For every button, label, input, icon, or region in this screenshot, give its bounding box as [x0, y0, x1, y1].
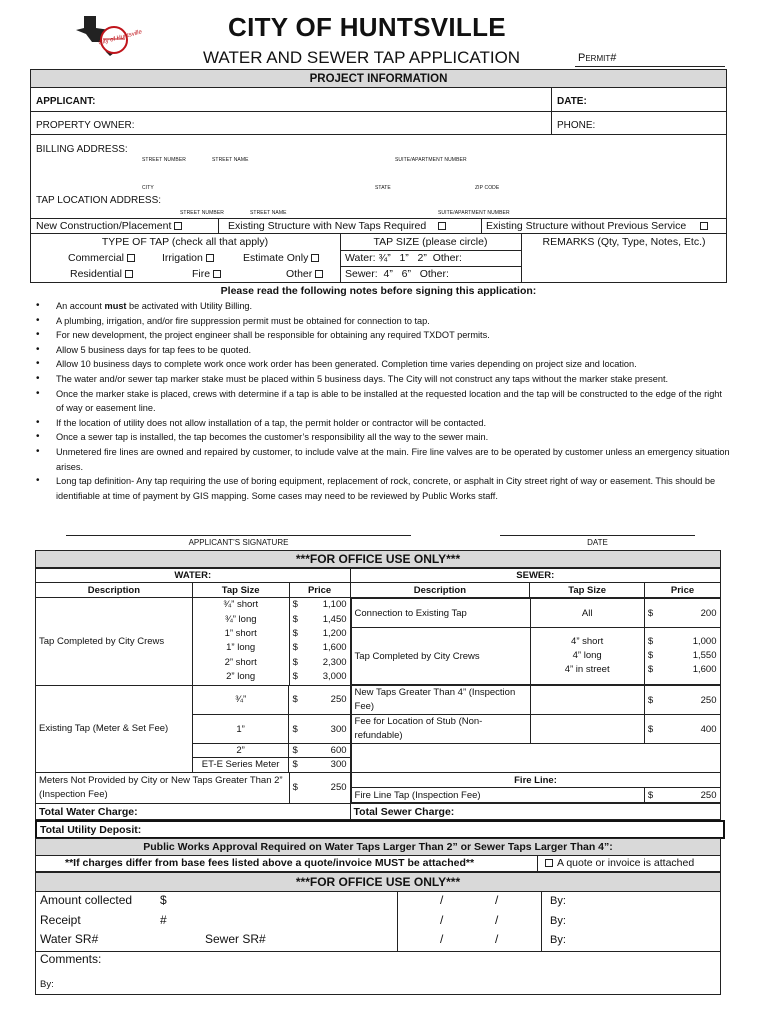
sewer-price-header: Price: [645, 583, 721, 598]
existing-size: 2”: [193, 744, 289, 758]
water-tap-completed: Tap Completed by City Crews: [36, 598, 193, 686]
date-slash: /: [440, 932, 444, 946]
approval-required: Public Works Approval Required on Water Taps Larger Than 2” or Sewer Taps Larger Than 4”:: [35, 838, 721, 856]
date-slash: /: [495, 932, 499, 946]
fire-line-price: $ 250: [644, 788, 720, 803]
note-item: • Allow 5 business days for tap fees to be quoted.: [56, 343, 732, 358]
existing-no-service-checkbox[interactable]: [700, 222, 708, 230]
by-field[interactable]: By:: [550, 915, 566, 927]
tap-location-label: TAP LOCATION ADDRESS:: [36, 195, 162, 206]
note-item: • Unmetered fire lines are owned and repaired by customer, to include valve at the main. Fire line valves are to be operated by customer unless an emergency situation arises.: [56, 445, 732, 474]
water-size-header: Tap Size: [192, 583, 289, 598]
receipt-label: Receipt: [40, 913, 81, 927]
sewer-tap-completed: Tap Completed by City Crews: [351, 628, 530, 685]
water-sr[interactable]: Water SR#: [40, 932, 99, 946]
water-price-header: Price: [289, 583, 350, 598]
water-desc-header: Description: [36, 583, 193, 598]
estimate-only-option[interactable]: Estimate Only: [243, 252, 319, 264]
other-option[interactable]: Other: [286, 268, 323, 280]
sewer-connection-size: All: [530, 599, 644, 628]
note-item: • If the location of utility does not allow installation of a tap, the permit holder or contractor will be contacted.: [56, 416, 732, 431]
existing-price: $ 300: [289, 715, 350, 744]
office-use-header-2: ***FOR OFFICE USE ONLY***: [35, 872, 721, 892]
sewer-desc-header: Description: [350, 583, 530, 598]
office-use-box-2: [35, 891, 721, 995]
by-field[interactable]: By:: [550, 895, 566, 907]
estimate-only-checkbox[interactable]: [311, 254, 319, 262]
fire-option[interactable]: Fire: [192, 268, 221, 280]
owner-label: PROPERTY OWNER:: [36, 120, 135, 131]
sewer-sr[interactable]: Sewer SR#: [205, 932, 266, 946]
sewer-sizes[interactable]: Sewer: 4” 6” Other:: [345, 268, 449, 280]
project-info-header: PROJECT INFORMATION: [30, 69, 727, 88]
existing-new-taps-option[interactable]: Existing Structure with New Taps Required: [228, 220, 446, 232]
billing-state: STATE: [375, 185, 391, 191]
meters-price: $ 250: [289, 772, 350, 804]
fee-table: [35, 568, 721, 820]
commercial-checkbox[interactable]: [127, 254, 135, 262]
water-header: WATER:: [36, 569, 351, 583]
existing-no-service-option[interactable]: Existing Structure without Previous Service: [486, 220, 708, 232]
new-construction-option[interactable]: New Construction/Placement: [36, 220, 182, 232]
note-item: • Allow 10 business days to complete work once work order has been generated. Completion time varies depending on project size and location.: [56, 357, 732, 372]
date-slash: /: [440, 893, 444, 907]
note-item: • An account must be activated with Utility Billing.: [56, 299, 732, 314]
date-slash: /: [495, 913, 499, 927]
new-taps-price: $ 250: [644, 686, 720, 715]
water-sizes[interactable]: Water: ¾” 1” 2” Other:: [345, 252, 462, 264]
billing-suite: SUITE/APARTMENT NUMBER: [395, 157, 467, 163]
new-taps-greater: New Taps Greater Than 4” (Inspection Fee): [351, 686, 530, 715]
note-item: • For new development, the project engineer shall be responsible for obtaining any required TXDOT permits.: [56, 328, 732, 343]
notes-heading: Please read the following notes before signing this application:: [220, 285, 537, 297]
tap-street-number: STREET NUMBER: [180, 210, 224, 216]
stub-fee: Fee for Location of Stub (Non-refundable): [351, 715, 530, 744]
permit-line: [575, 66, 725, 67]
charges-differ: **If charges differ from base fees listed above a quote/invoice MUST be attached**: [65, 857, 475, 869]
meters-not-provided: Meters Not Provided by City or New Taps Greater Than 2” (Inspection Fee): [36, 772, 290, 804]
signature-date-label: DATE: [587, 538, 608, 547]
page-subtitle: WATER AND SEWER TAP APPLICATION: [203, 48, 521, 67]
amount-dollar[interactable]: $: [160, 893, 167, 907]
note-item: • A plumbing, irrigation, and/or fire suppression permit must be obtained for connection to tap.: [56, 314, 732, 329]
logo-text: City of Huntsville: [97, 29, 143, 47]
amount-collected: Amount collected: [40, 893, 133, 907]
quote-attached-option[interactable]: A quote or invoice is attached: [545, 857, 694, 869]
applicant-label: APPLICANT:: [36, 96, 96, 107]
total-water-charge[interactable]: Total Water Charge:: [36, 804, 351, 820]
residential-checkbox[interactable]: [125, 270, 133, 278]
irrigation-option[interactable]: Irrigation: [162, 252, 214, 264]
notes-list: [32, 299, 732, 503]
permit-label: Permit#: [578, 52, 617, 64]
billing-label: BILLING ADDRESS:: [36, 144, 128, 155]
residential-option[interactable]: Residential: [70, 268, 133, 280]
sewer-header: SEWER:: [350, 569, 720, 583]
billing-zip: ZIP CODE: [475, 185, 500, 191]
new-construction-checkbox[interactable]: [174, 222, 182, 230]
existing-price: $ 250: [289, 686, 350, 715]
by-bottom[interactable]: By:: [40, 979, 54, 990]
existing-tap: Existing Tap (Meter & Set Fee): [36, 685, 193, 772]
sewer-size-header: Tap Size: [530, 583, 645, 598]
existing-size: ¾”: [193, 686, 289, 715]
note-item: • Once the marker stake is placed, crews with determine if a tap is able to be installed at the requested location and the tap will be constructed to the edge of the right of way or easement line.: [56, 387, 732, 416]
existing-size: ET-E Series Meter: [193, 758, 289, 772]
fire-checkbox[interactable]: [213, 270, 221, 278]
fire-line-header: Fire Line:: [351, 773, 720, 788]
total-sewer-charge[interactable]: Total Sewer Charge:: [350, 804, 720, 820]
signature-date-line[interactable]: [500, 535, 695, 536]
by-field[interactable]: By:: [550, 934, 566, 946]
sewer-completed-prices: $ 1,000 $ 1,550 $ 1,600: [644, 628, 720, 685]
existing-price: $ 600: [289, 744, 350, 758]
existing-new-taps-checkbox[interactable]: [438, 222, 446, 230]
other-checkbox[interactable]: [315, 270, 323, 278]
office-use-header: ***FOR OFFICE USE ONLY***: [35, 550, 721, 568]
existing-size: 1”: [193, 715, 289, 744]
date-slash: /: [440, 913, 444, 927]
note-item: • The water and/or sewer tap marker stake must be placed within 5 business days. The City will not construct any taps without the marker stake present.: [56, 372, 732, 387]
billing-street-number: STREET NUMBER: [142, 157, 186, 163]
remarks-header: REMARKS (Qty, Type, Notes, Etc.): [542, 236, 706, 248]
billing-street-name: STREET NAME: [212, 157, 249, 163]
quote-attached-checkbox[interactable]: [545, 859, 553, 867]
note-item: • Long tap definition- Any tap requiring the use of boring equipment, replacement of rock, concrete, or asphalt in City street right of way or easement. This should be identifiable at time of payment by GIS mapping. Some cases may need to be reviewed by Public Works staff.: [56, 474, 732, 503]
sewer-connection-existing: Connection to Existing Tap: [351, 599, 530, 628]
water-completed-prices: $ 1,100 $ 1,450 $ 1,200 $ 1,600 $ 2,300 $ 3,000: [289, 598, 350, 686]
fire-line-tap: Fire Line Tap (Inspection Fee): [351, 788, 644, 803]
phone-label: PHONE:: [557, 120, 596, 131]
comments-label[interactable]: Comments:: [40, 952, 102, 966]
page-title: CITY OF HUNTSVILLE: [228, 12, 506, 42]
signature-label: APPLICANT’S SIGNATURE: [188, 538, 289, 547]
receipt-hash[interactable]: #: [160, 913, 167, 927]
size-header: TAP SIZE (please circle): [373, 236, 488, 248]
sewer-connection-price: $ 200: [644, 599, 720, 628]
water-completed-sizes: ¾” short ¾” long 1” short 1” long 2” short 2” long: [192, 598, 289, 686]
existing-price: $ 300: [289, 758, 350, 772]
type-header: TYPE OF TAP (check all that apply): [101, 236, 269, 248]
irrigation-checkbox[interactable]: [206, 254, 214, 262]
tap-street-name: STREET NAME: [250, 210, 287, 216]
total-deposit[interactable]: Total Utility Deposit:: [35, 820, 725, 839]
date-slash: /: [495, 893, 499, 907]
stub-price: $ 400: [644, 715, 720, 744]
date-label: DATE:: [557, 96, 587, 107]
city-logo: [70, 12, 143, 60]
sewer-completed-sizes: 4” short 4” long 4” in street: [530, 628, 644, 685]
note-item: • Once a sewer tap is installed, the tap becomes the customer’s responsibility all the way to the sewer main.: [56, 430, 732, 445]
signature-line[interactable]: [66, 535, 411, 536]
billing-city: CITY: [142, 185, 154, 191]
tap-suite: SUITE/APARTMENT NUMBER: [438, 210, 510, 216]
commercial-option[interactable]: Commercial: [68, 252, 135, 264]
